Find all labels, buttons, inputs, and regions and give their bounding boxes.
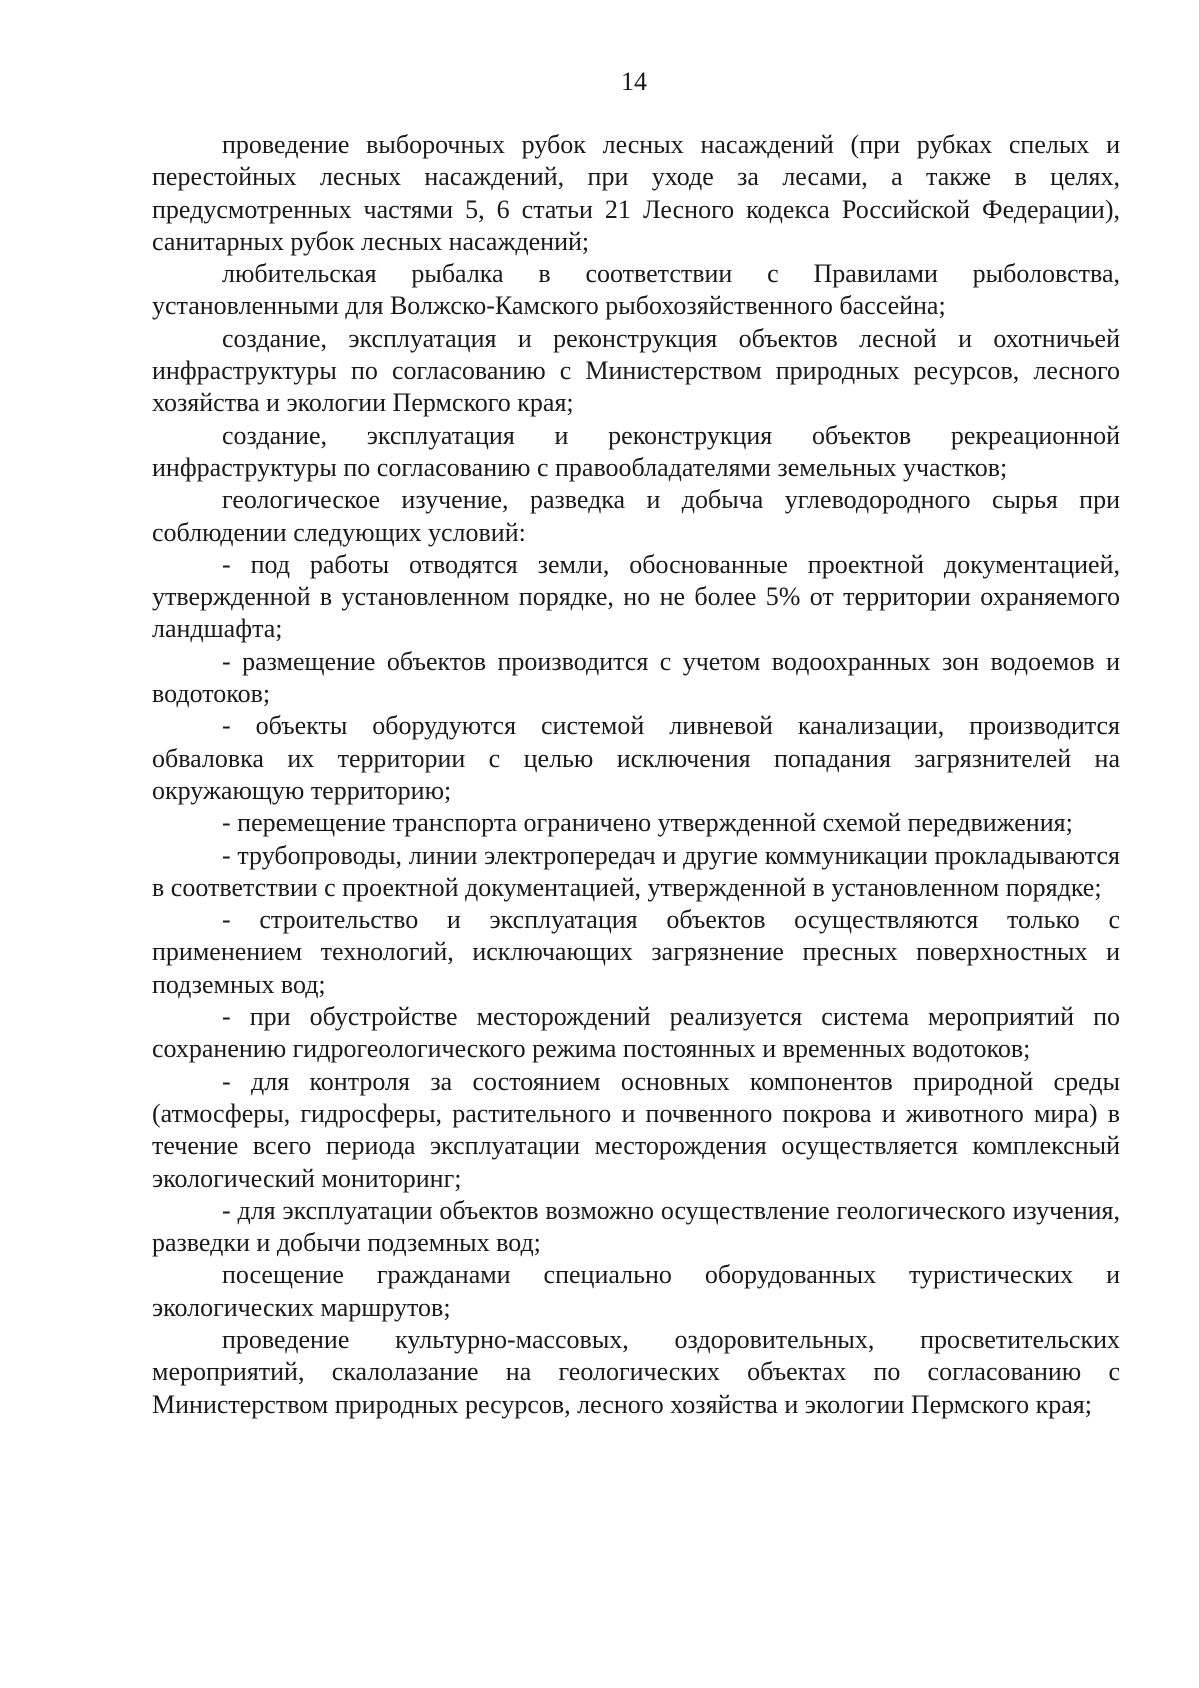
paragraph-tourist-routes: посещение гражданами специально оборудованных туристических и экологических маршрутов; [152,1260,1120,1322]
paragraph-amateur-fishing: любительская рыбалка в соответствии с Правилами рыболовства, установленными для Волжско-Камского рыбохозяйственного бассейна; [152,259,1120,321]
list-item-water-protection-zones: - размещение объектов производится с учетом водоохранных зон водоемов и водотоков; [152,646,1120,709]
page-number: 14 [621,67,647,96]
list-item-construction-technologies: - строительство и эксплуатация объектов осуществляются только с применением технологий, исключающих загрязнение пресных поверхностных и подземных вод; [152,905,1120,999]
list-item-environmental-monitoring: - для контроля за состоянием основных компонентов природной среды (атмосферы, гидросферы, растительного и почвенного покрова и животного мира) в течение всего периода эксплуатации месторождения осуществляется комплексный экологический мониторинг; [152,1066,1120,1193]
paragraph-cultural-events: проведение культурно-массовых, оздоровительных, просветительских мероприятий, скалолазание на геологических объектах по согласованию с Министерством природных ресурсов, лесного хозяйства и экологии Пермского края; [152,1324,1120,1419]
list-item-pipelines-power-lines: - трубопроводы, линии электропередач и другие коммуникации прокладываются в соответствии с проектной документацией, утвержденной в установленном порядке; [152,840,1120,902]
list-item-land-allocation: - под работы отводятся земли, обоснованные проектной документацией, утвержденной в установленном порядке, но не более 5% от территории охраняемого ландшафта; [152,549,1120,644]
document-body [152,129,1120,1421]
paragraph-recreational-infrastructure: создание, эксплуатация и реконструкция объектов рекреационной инфраструктуры по согласованию с правообладателями земельных участков; [152,420,1120,482]
list-item-storm-sewer: - объекты оборудуются системой ливневой канализации, производится обваловка их территории с целью исключения попадания загрязнителей на окружающую территорию; [152,711,1120,805]
list-item-transport-movement: - перемещение транспорта ограничено утвержденной схемой передвижения; [222,808,1073,838]
list-item-groundwater-extraction: - для эксплуатации объектов возможно осуществление геологического изучения, разведки и добычи подземных вод; [152,1195,1120,1258]
paragraph-hydrocarbon-exploration: геологическое изучение, разведка и добыча углеводородного сырья при соблюдении следующих условий: [152,485,1120,547]
paragraph-forest-hunting-infrastructure: создание, эксплуатация и реконструкция объектов лесной и охотничьей инфраструктуры по согласованию с Министерством природных ресурсов, лесного хозяйства и экологии Пермского края; [152,323,1120,418]
list-item-hydrogeological-regime: - при обустройстве месторождений реализуется система мероприятий по сохранению гидрогеологического режима постоянных и временных водотоков; [152,1002,1120,1064]
paragraph-selective-felling: проведение выборочных рубок лесных насаждений (при рубках спелых и перестойных лесных насаждений, при уходе за лесами, а также в целях, предусмотренных частями 5, 6 статьи 21 Лесного кодекса Российской Федерации), санитарных рубок лесных насаждений; [152,130,1120,256]
